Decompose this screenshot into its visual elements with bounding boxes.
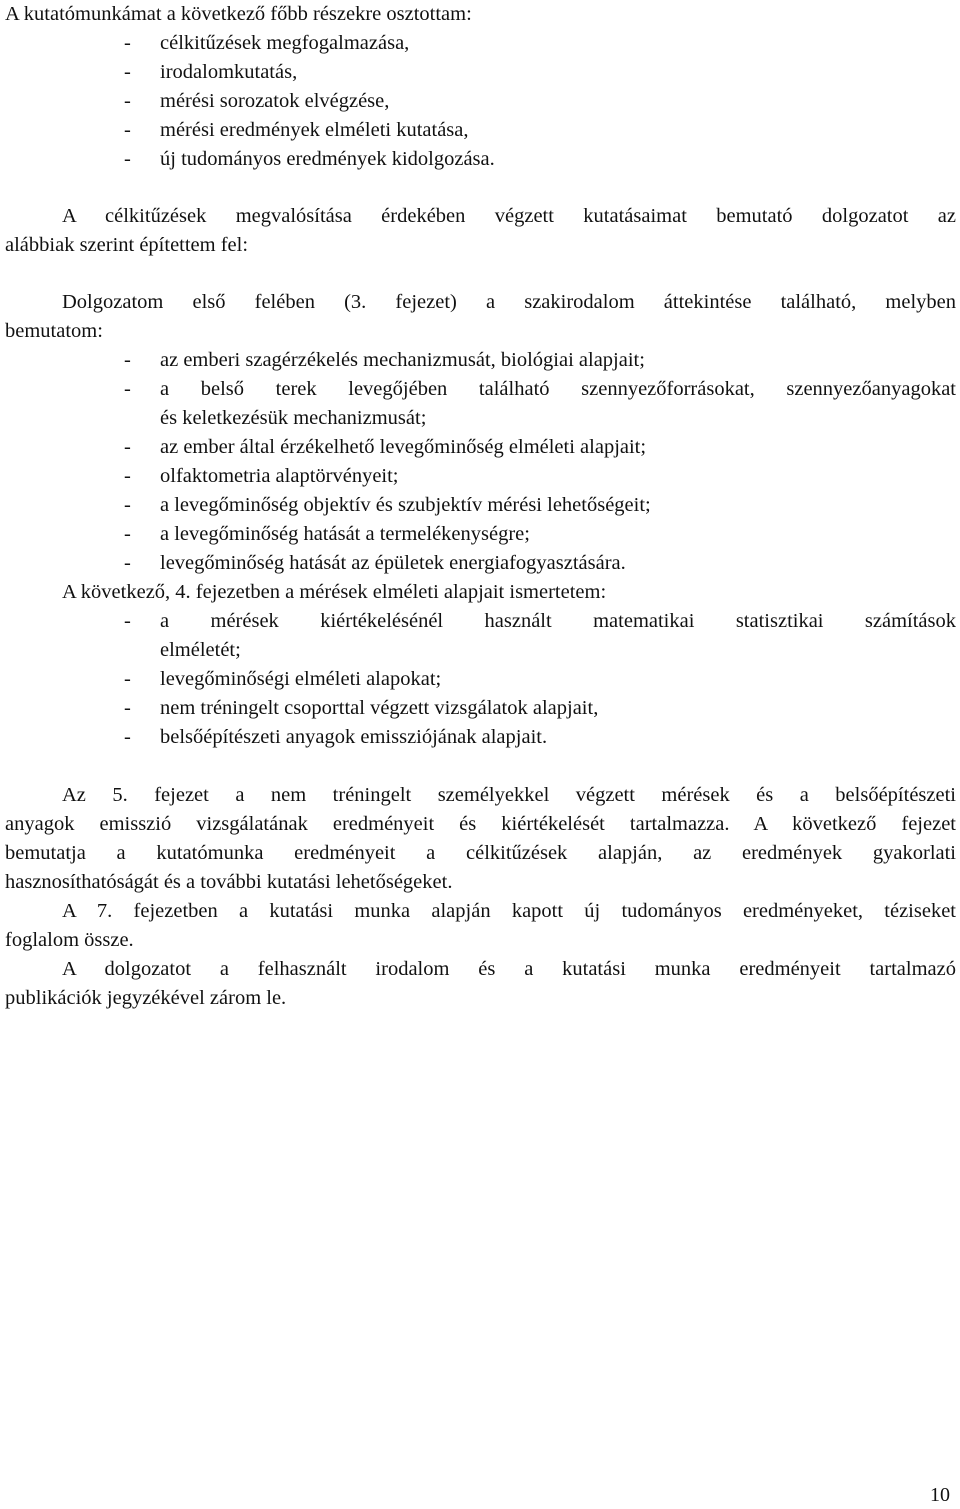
intro-list-item: irodalomkutatás,	[160, 61, 298, 83]
intro-list-item: mérési sorozatok elvégzése,	[160, 90, 390, 112]
chapter4-list-item: a mérések kiértékelésénél használt matematikai statisztikai számítások	[160, 610, 956, 632]
list-marker: -	[124, 523, 131, 545]
intro-list-item: új tudományos eredmények kidolgozása.	[160, 148, 495, 170]
chapter4-intro: A következő, 4. fejezetben a mérések elméleti alapjait ismertetem:	[62, 581, 607, 603]
intro-heading: A kutatómunkámat a következő főbb részekre osztottam:	[5, 3, 472, 25]
chapter4-list-item-continuation: elméletét;	[160, 639, 241, 661]
chapter4-list-item: nem tréningelt csoporttal végzett vizsgálatok alapjait,	[160, 697, 599, 719]
list-marker: -	[124, 378, 131, 400]
structure-paragraph-line: alábbiak szerint építettem fel:	[5, 234, 249, 256]
structure-paragraph-line: A célkitűzések megvalósítása érdekében végzett kutatásaimat bemutató dolgozatot az	[62, 205, 956, 227]
chapter3-list-item: a levegőminőség hatását a termelékenységre;	[160, 523, 530, 545]
list-marker: -	[124, 349, 131, 371]
list-marker: -	[124, 465, 131, 487]
closing-paragraph-line: A dolgozatot a felhasznált irodalom és a kutatási munka eredményeit tartalmazó	[62, 958, 956, 980]
list-marker: -	[124, 90, 131, 112]
chapter7-paragraph-line: A 7. fejezetben a kutatási munka alapján kapott új tudományos eredményeket, téziseket	[62, 900, 956, 922]
list-marker: -	[124, 494, 131, 516]
list-marker: -	[124, 119, 131, 141]
chapter3-list-item: olfaktometria alaptörvényeit;	[160, 465, 399, 487]
chapter5-paragraph-line: bemutatja a kutatómunka eredményeit a célkitűzések alapján, az eredmények gyakorlati	[5, 842, 956, 864]
chapter3-paragraph-line: Dolgozatom első felében (3. fejezet) a szakirodalom áttekintése található, melyben	[62, 291, 956, 313]
list-marker: -	[124, 32, 131, 54]
chapter3-list-item-continuation: és keletkezésük mechanizmusát;	[160, 407, 427, 429]
list-marker: -	[124, 668, 131, 690]
intro-list-item: célkitűzések megfogalmazása,	[160, 32, 410, 54]
chapter3-list-item: az ember által érzékelhető levegőminőség elméleti alapjait;	[160, 436, 647, 458]
chapter5-paragraph-line: Az 5. fejezet a nem tréningelt személyekkel végzett mérések és a belsőépítészeti	[62, 784, 956, 806]
list-marker: -	[124, 148, 131, 170]
chapter4-list-item: levegőminőségi elméleti alapokat;	[160, 668, 442, 690]
chapter3-list-item: a levegőminőség objektív és szubjektív mérési lehetőségeit;	[160, 494, 651, 516]
closing-paragraph-line: publikációk jegyzékével zárom le.	[5, 987, 287, 1009]
list-marker: -	[124, 436, 131, 458]
chapter3-list-item: az emberi szagérzékelés mechanizmusát, biológiai alapjait;	[160, 349, 645, 371]
list-marker: -	[124, 552, 131, 574]
chapter3-list-item: a belső terek levegőjében található szennyezőforrásokat, szennyezőanyagokat	[160, 378, 956, 400]
intro-list-item: mérési eredmények elméleti kutatása,	[160, 119, 469, 141]
list-marker: -	[124, 61, 131, 83]
list-marker: -	[124, 697, 131, 719]
chapter3-list-item: levegőminőség hatását az épületek energiafogyasztására.	[160, 552, 626, 574]
chapter5-paragraph-line: anyagok emisszió vizsgálatának eredményeit és kiértékelését tartalmazza. A következő fejezet	[5, 813, 956, 835]
chapter7-paragraph-line: foglalom össze.	[5, 929, 134, 951]
page-number: 10	[930, 1484, 950, 1506]
chapter4-list-item: belsőépítészeti anyagok emissziójának alapjait.	[160, 726, 548, 748]
list-marker: -	[124, 726, 131, 748]
chapter5-paragraph-line: hasznosíthatóságát és a további kutatási lehetőségeket.	[5, 871, 453, 893]
chapter3-paragraph-line: bemutatom:	[5, 320, 103, 342]
list-marker: -	[124, 610, 131, 632]
